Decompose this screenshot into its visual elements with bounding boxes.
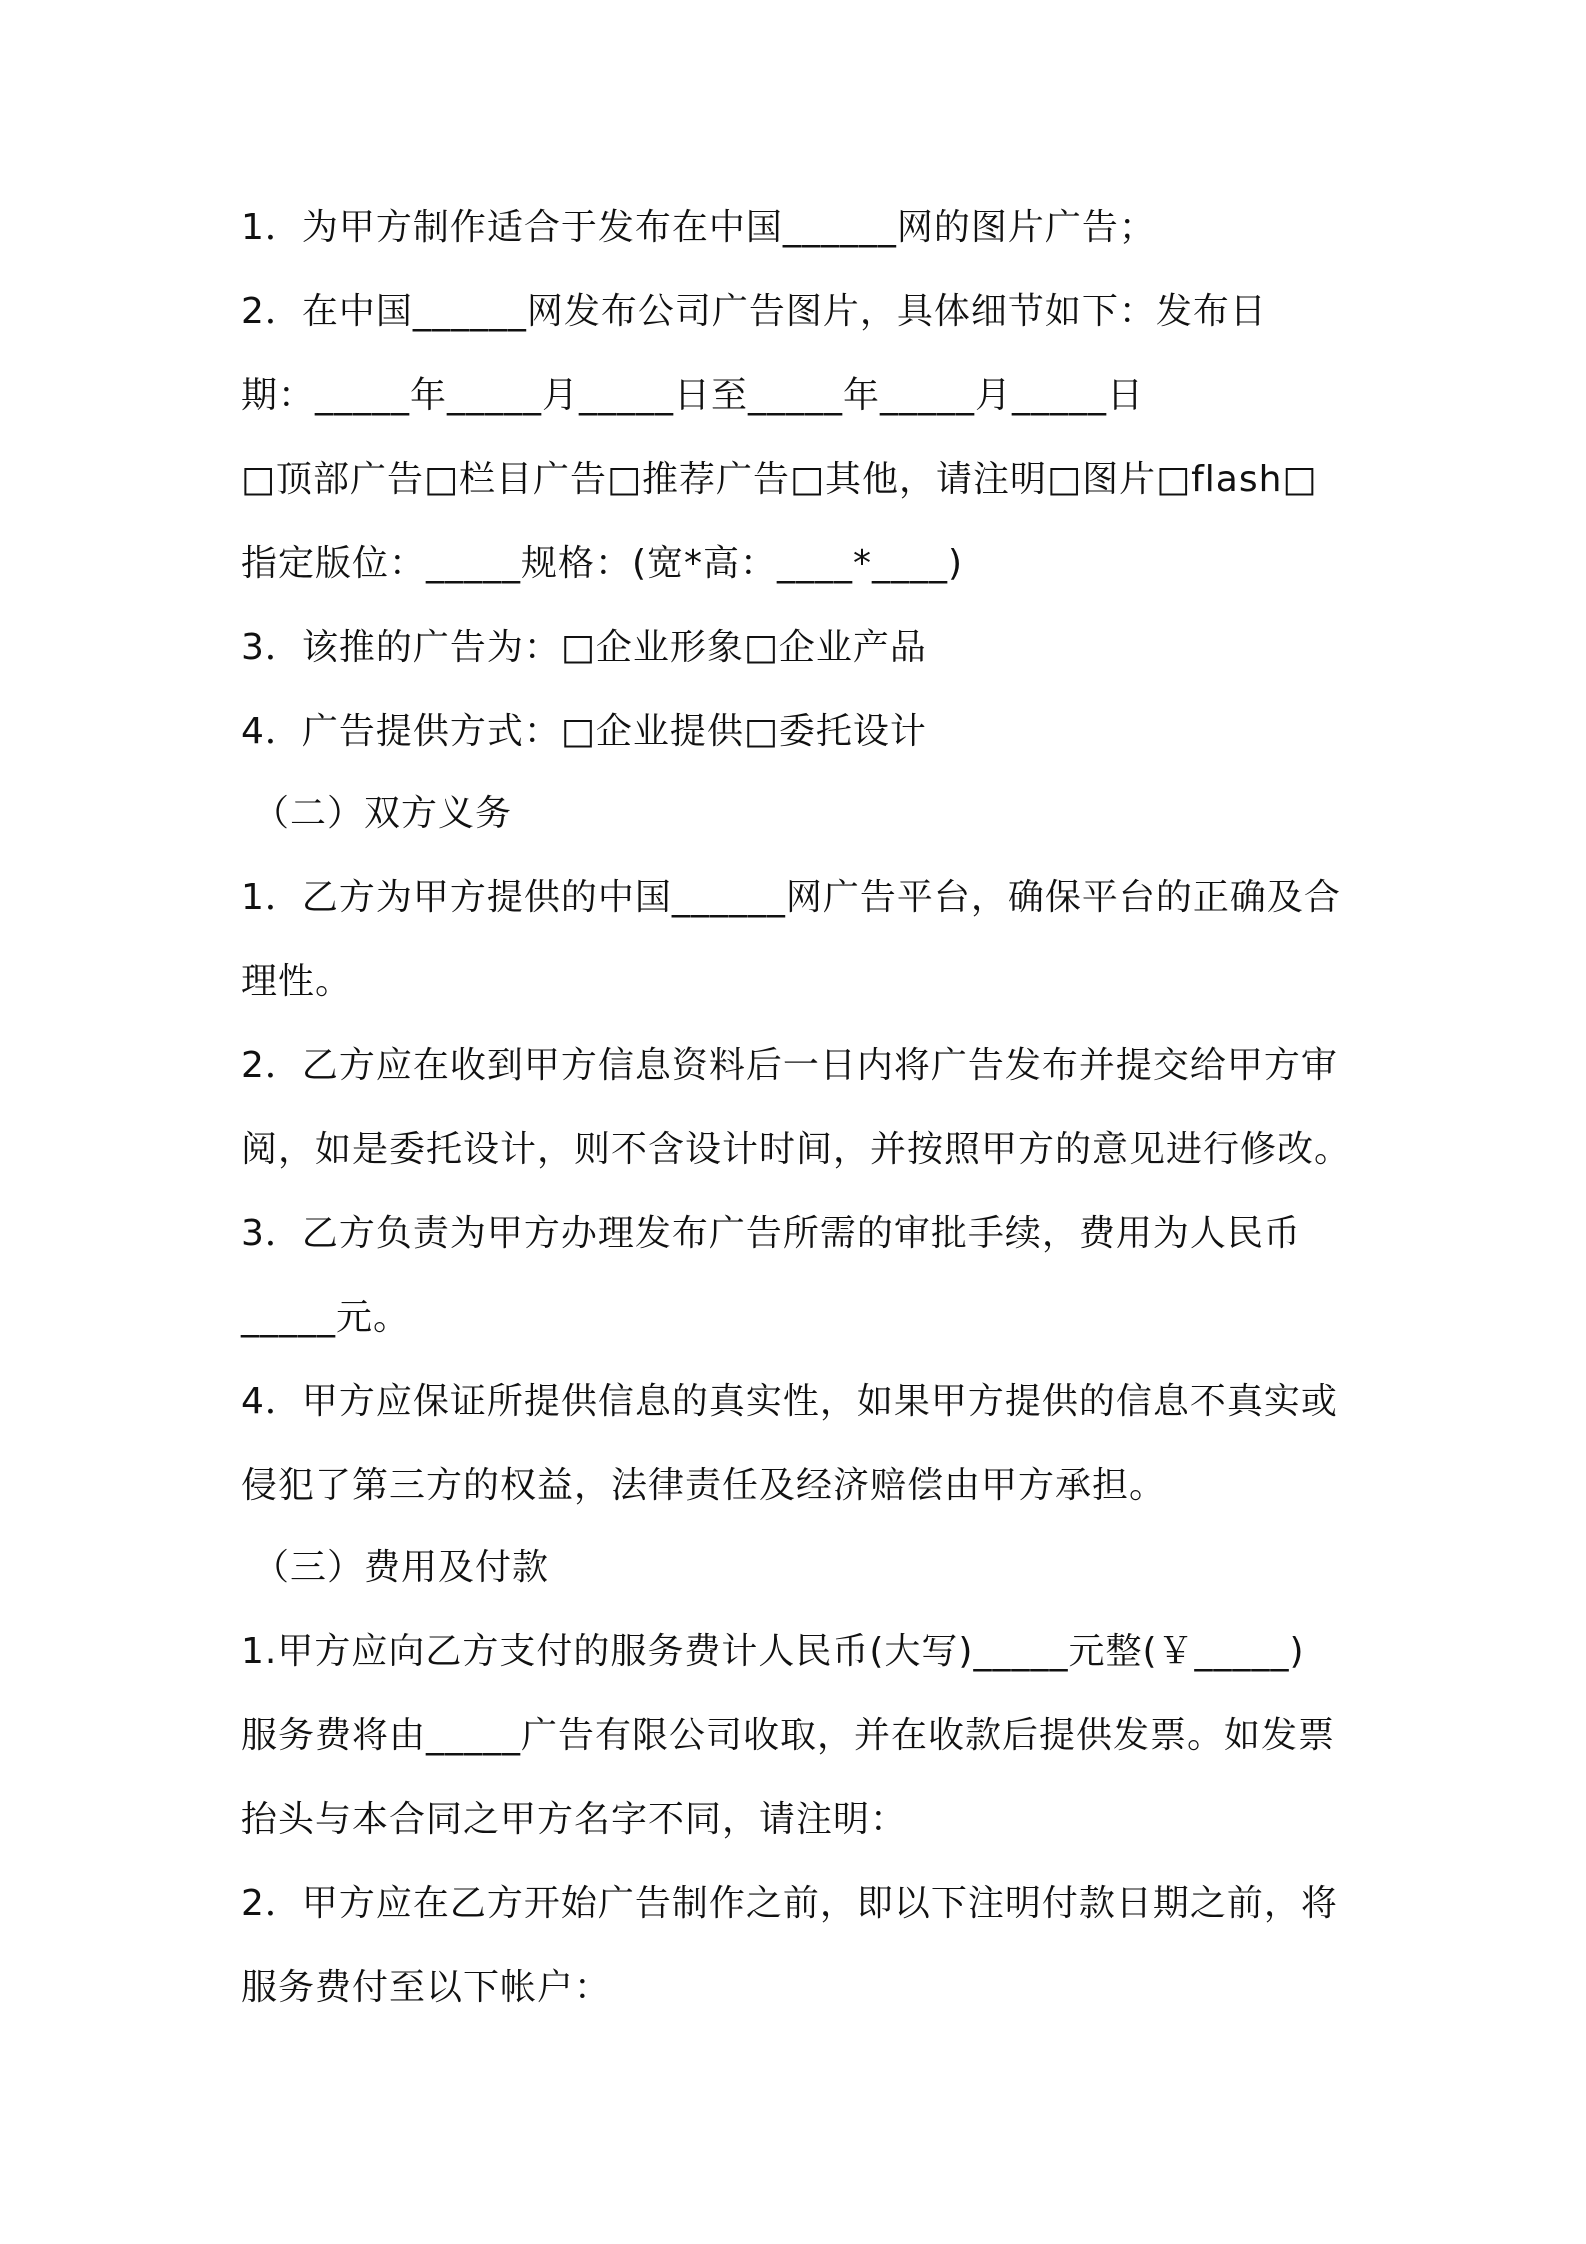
clause-1-3-line: 3．该推的广告为：□企业形象□企业产品 [241, 627, 927, 668]
clause-3-2-line-2: 服务费付至以下帐户： [241, 1967, 612, 2008]
clause-2-4-line-2: 侵犯了第三方的权益，法律责任及经济赔偿由甲方承担。 [241, 1465, 1167, 1506]
clause-2-3-line-2: _____元。 [241, 1297, 411, 1338]
clause-2-3-line-1: 3．乙方负责为甲方办理发布广告所需的审批手续，费用为人民币 [241, 1213, 1301, 1254]
section-3-heading: （三）费用及付款 [253, 1547, 550, 1588]
clause-2-4-line-1: 4．甲方应保证所提供信息的真实性，如果甲方提供的信息不真实或 [241, 1381, 1338, 1422]
clause-3-1-line-1: 1.甲方应向乙方支付的服务费计人民币(大写)_____元整(￥_____) [241, 1631, 1305, 1672]
clause-3-1-line-3: 抬头与本合同之甲方名字不同，请注明： [241, 1799, 908, 1840]
clause-3-1-line-2: 服务费将由_____广告有限公司收取，并在收款后提供发票。如发票 [241, 1715, 1336, 1756]
clause-1-2-line-2: 期：_____年_____月_____日至_____年_____月_____日 [241, 375, 1145, 416]
clause-2-1-line-2: 理性。 [241, 961, 353, 1002]
clause-2-2-line-2: 阅，如是委托设计，则不含设计时间，并按照甲方的意见进行修改。 [241, 1129, 1352, 1170]
clause-3-2-line-1: 2．甲方应在乙方开始广告制作之前，即以下注明付款日期之前，将 [241, 1883, 1338, 1924]
clause-1-2-line-1: 2．在中国______网发布公司广告图片，具体细节如下：发布日 [241, 291, 1267, 332]
clause-2-2-line-1: 2．乙方应在收到甲方信息资料后一日内将广告发布并提交给甲方审 [241, 1045, 1338, 1086]
section-2-heading: （二）双方义务 [253, 793, 513, 834]
clause-2-1-line-1: 1．乙方为甲方提供的中国______网广告平台，确保平台的正确及合 [241, 877, 1341, 918]
ad-position-spec-line: 指定版位：_____规格：(宽*高：____*____) [241, 543, 964, 584]
ad-type-checkbox-line: □顶部广告□栏目广告□推荐广告□其他，请注明□图片□flash□ [241, 459, 1318, 500]
clause-1-1-line: 1．为甲方制作适合于发布在中国______网的图片广告； [241, 207, 1156, 248]
clause-1-4-line: 4．广告提供方式：□企业提供□委托设计 [241, 711, 927, 752]
